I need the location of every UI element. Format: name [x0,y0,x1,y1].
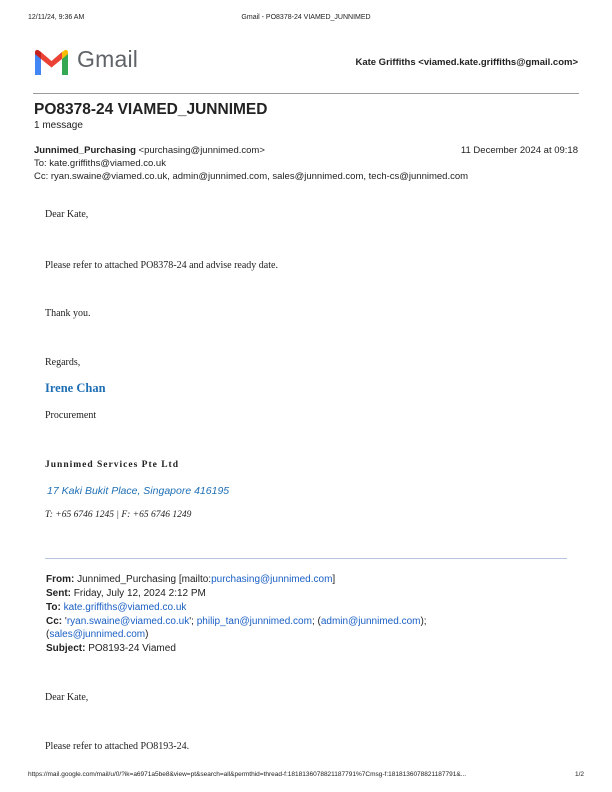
signature-company: Junnimed Services Pte Ltd [45,460,179,470]
fwd-from [46,574,335,585]
fwd-cc-sep: ; ( [311,616,321,627]
account-label: Kate Griffiths <viamed.kate.griffiths@gmail.com> [355,57,578,68]
fwd-body-line: Please refer to attached PO8193-24. [45,741,190,752]
fwd-subject [46,643,176,654]
message-from [34,145,265,156]
fwd-cc-email-link[interactable]: ryan.swaine@viamed.co.uk [66,616,190,627]
signature-name: Irene Chan [45,381,106,395]
fwd-from-name: Junnimed_Purchasing [mailto: [74,574,212,585]
body-greeting: Dear Kate, [45,209,89,220]
fwd-cc-email-link[interactable]: philip_tan@junnimed.com [196,616,312,627]
signature-role: Procurement [45,410,97,421]
sender-name: Junnimed_Purchasing [34,145,136,156]
fwd-subject-value: PO8193-24 Viamed [85,643,176,654]
fwd-cc-line2 [46,629,148,640]
fwd-sent-value: Friday, July 12, 2024 2:12 PM [71,588,206,599]
gmail-m-icon [33,48,70,76]
thread-subject: PO8378-24 VIAMED_JUNNIMED [34,101,268,118]
print-footer-url: https://mail.google.com/mail/u/0/?ik=a6971a5be8&view=pt&search=all&permthid=thread-f:1818136078821187791%7Cmsg-f:1818136078821187791&... [28,771,467,778]
fwd-cc [46,616,427,627]
fwd-cc-email-link[interactable]: sales@junnimed.com [49,629,146,640]
fwd-cc-sep: ( [46,629,50,640]
quoted-separator [45,558,567,559]
body-line: Please refer to attached PO8378-24 and advise ready date. [45,260,278,271]
fwd-cc-sep: ); [420,616,427,627]
fwd-to-label: To: [46,602,61,613]
message-to: To: kate.griffiths@viamed.co.uk [34,158,166,169]
message-cc: Cc: ryan.swaine@viamed.co.uk, admin@junnimed.com, sales@junnimed.com, tech-cs@junnimed.com [34,171,469,182]
signature-phones: T: +65 6746 1245 | F: +65 6746 1249 [45,510,192,520]
fwd-sent [46,588,206,599]
print-page-number: 1/2 [574,771,584,778]
header-divider [33,93,579,94]
message-date: 11 December 2024 at 09:18 [460,145,578,156]
message-count: 1 message [34,120,83,131]
fwd-cc-label: Cc: [46,616,63,627]
fwd-sent-label: Sent: [46,588,71,599]
fwd-subject-label: Subject: [46,643,86,654]
gmail-wordmark: Gmail [77,46,139,72]
fwd-cc-email-link[interactable]: admin@junnimed.com [320,616,421,627]
fwd-to-email-link[interactable]: kate.griffiths@viamed.co.uk [63,602,187,613]
print-datetime: 12/11/24, 9:36 AM [28,14,85,21]
fwd-cc-sep: '; [189,616,197,627]
fwd-to [46,602,186,613]
sender-email: <purchasing@junnimed.com> [135,145,265,156]
print-title: Gmail - PO8378-24 VIAMED_JUNNIMED [241,14,371,21]
fwd-cc-sep: ) [145,629,149,640]
fwd-from-label: From: [46,574,75,585]
fwd-cc-pre: ' [62,616,67,627]
signature-address-link[interactable]: 17 Kaki Bukit Place, Singapore 416195 [47,485,230,497]
fwd-greeting: Dear Kate, [45,692,89,703]
fwd-from-email-link[interactable]: purchasing@junnimed.com [211,574,333,585]
fwd-from-close: ] [332,574,336,585]
gmail-logo[interactable] [33,46,143,76]
body-thanks: Thank you. [45,308,91,319]
body-regards: Regards, [45,357,81,368]
